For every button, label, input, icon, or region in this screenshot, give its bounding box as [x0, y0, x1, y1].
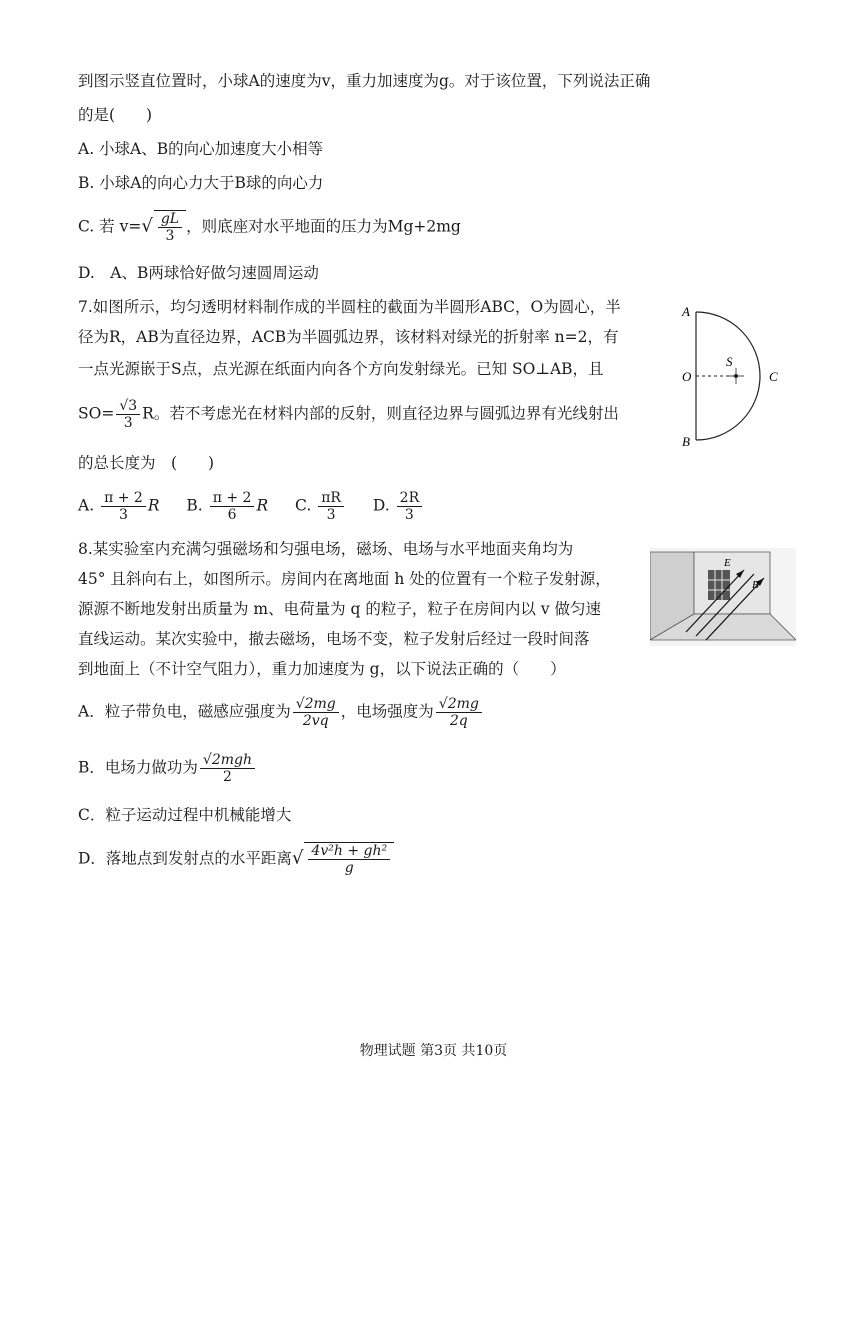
- q7-line1: 7.如图所示，均匀透明材料制作成的半圆柱的截面为半圆形ABC，O为圆心，半: [78, 298, 621, 316]
- label-a: A: [682, 304, 690, 319]
- label-b: B: [682, 434, 690, 449]
- q7-line2: 径为R，AB为直径边界，ACB为半圆弧边界，该材料对绿光的折射率 n=2，有: [78, 328, 619, 346]
- window: [708, 570, 730, 600]
- q6-stem-line2: 的是( ): [78, 106, 153, 124]
- q6-option-c: [78, 210, 461, 244]
- q7-so-suffix: R。若不考虑光在材料内部的反射，则直径边界与圆弧边界有光线射出: [142, 404, 619, 423]
- q7-option-d: D. $\frac{2R}{3}$: [373, 490, 424, 523]
- label-o: O: [682, 369, 692, 384]
- q6-option-c-prefix: C. 若 v=: [78, 217, 142, 236]
- q8-line2: 45° 且斜向右上，如图所示。房间内在离地面 h 处的位置有一个粒子发射源，: [78, 570, 611, 588]
- label-b-field: B: [752, 579, 759, 591]
- q6-c-numerator: gL: [158, 211, 182, 228]
- q8-line1: 8.某实验室内充满匀强磁场和匀强电场，磁场、电场与水平地面夹角均为: [78, 540, 574, 558]
- q7-line4: [78, 398, 619, 431]
- page-footer: 物理试题 第3页 共10页: [359, 1043, 508, 1059]
- q6-c-denominator: 3: [165, 228, 175, 244]
- q8-option-a: A．粒子带负电，磁感应强度为 $\frac{√2mg}{2vq}$ ，电场强度为 $\frac{√2mg}{2q}$: [78, 696, 484, 729]
- q7-options: [78, 490, 446, 523]
- q7-semicircle-figure: [674, 300, 794, 450]
- q7-option-c: C. $\frac{\pi R}{3}$: [295, 490, 346, 523]
- label-s: S: [726, 354, 733, 369]
- q7-line5: 的总长度为 ( ): [78, 454, 215, 472]
- q7-so-prefix: SO=: [78, 404, 115, 423]
- q7-so-denominator: 3: [123, 415, 133, 431]
- q6-option-a: A. 小球A、B的向心加速度大小相等: [78, 140, 324, 158]
- label-e: E: [724, 557, 731, 569]
- q6-option-b: B. 小球A的向心力大于B球的向心力: [78, 174, 324, 192]
- q6-option-c-suffix: ，则底座对水平地面的压力为Mg+2mg: [186, 217, 461, 236]
- q8-line4: 直线运动。某次实验中，撤去磁场，电场不变，粒子发射后经过一段时间落: [78, 630, 590, 648]
- q8-room-figure: [650, 548, 796, 646]
- q8-option-d: D．落地点到发射点的水平距离√ $\frac{\text{4v²h + gh²}}{g}$: [78, 842, 394, 876]
- q7-option-a: A. $\frac{\pi + 2}{3}$ R: [78, 490, 160, 523]
- q8-option-c: C．粒子运动过程中机械能增大: [78, 806, 292, 824]
- sqrt-symbol: √: [291, 847, 304, 869]
- q6-option-d: D. A、B两球恰好做匀速圆周运动: [78, 264, 319, 282]
- sqrt-symbol: √: [141, 215, 153, 237]
- label-c: C: [769, 369, 778, 384]
- q7-line3: 一点光源嵌于S点，点光源在纸面内向各个方向发射绿光。已知 SO⊥AB，且: [78, 360, 604, 378]
- q8-line3: 源源不断地发射出质量为 m、电荷量为 q 的粒子，粒子在房间内以 v 做匀速: [78, 600, 602, 618]
- q6-stem-line1: 到图示竖直位置时，小球A的速度为v，重力加速度为g。对于该位置，下列说法正确: [78, 72, 651, 90]
- q8-line5: 到地面上（不计空气阻力），重力加速度为 g，以下说法正确的（ ）: [78, 660, 566, 678]
- q7-option-b: B. $\frac{\pi + 2}{6}$ R: [186, 490, 269, 523]
- q7-so-numerator: √3: [116, 398, 140, 415]
- q8-option-b: B．电场力做功为 $\frac{\text{√2mgh}}{2}$: [78, 752, 257, 785]
